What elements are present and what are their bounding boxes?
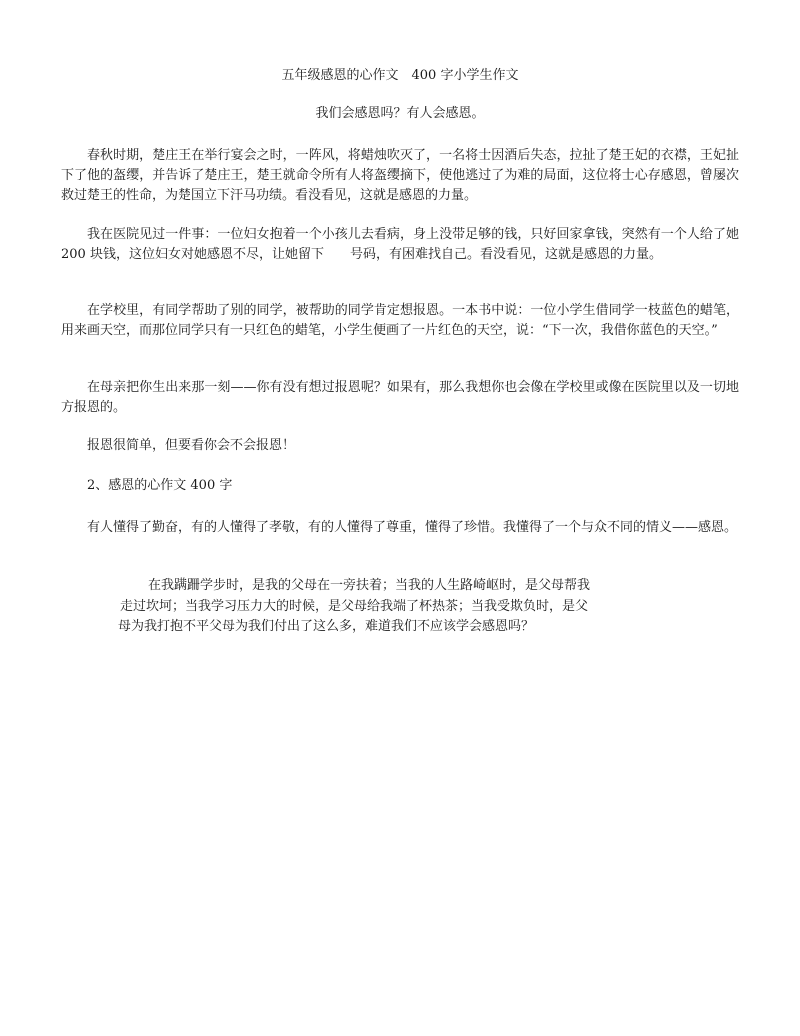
paragraph-school: 在学校里，有同学帮助了别的同学，被帮助的同学肯定想报恩。一本书中说：一位小学生借同学一枝蓝色的蜡笔，用来画天空，而那位同学只有一只红色的蜡笔，小学生便画了一片红色的天空，说：“下一次，我借你蓝色的天空。” (61, 303, 739, 338)
paragraph-simple: 报恩很简单，但要看你会不会报恩！ (87, 438, 296, 453)
document-subtitle: 我们会感恩吗？有人会感恩。 (315, 106, 485, 121)
quote-block (118, 576, 658, 638)
section-heading: 2、感恩的心作文 400 字 (87, 478, 233, 493)
paragraph-mother: 在母亲把你生出来那一刻——你有没有想过报恩呢？如果有，那么我想你也会像在学校里或像在医院里以及一切地方报恩的。 (61, 380, 739, 415)
quote-line: 在我蹒跚学步时，是我的父母在一旁扶着；当我的人生路崎岖时，是父母帮我 (148, 578, 591, 593)
quote-line: 母为我打抱不平父母为我们付出了这么多，难道我们不应该学会感恩吗？ (118, 619, 535, 634)
paragraph-chu-king: 春秋时期，楚庄王在举行宴会之时，一阵风，将蜡烛吹灭了，一名将士因酒后失态，拉扯了楚王妃的衣襟，王妃扯下了他的盔缨，并告诉了楚庄王，楚王就命令所有人将盔缨摘下，使他逃过了为难的局面，这位将士心存感恩，曾屡次救过楚王的性命，为楚国立下汗马功绩。看没看见，这就是感恩的力量。 (61, 148, 739, 203)
paragraph-gratitude: 有人懂得了勤奋，有的人懂得了孝敬，有的人懂得了尊重，懂得了珍惜。我懂得了一个与众不同的情义——感恩。 (87, 520, 738, 535)
paragraph-hospital: 我在医院见过一件事：一位妇女抱着一个小孩儿去看病，身上没带足够的钱，只好回家拿钱，突然有一个人给了她 200 块钱，这位妇女对她感恩不尽，让她留下 号码，有困难找自己。看没看见，这就是感恩的力量。 (61, 227, 739, 262)
document-title: 五年级感恩的心作文 400 字小学生作文 (281, 68, 519, 83)
quote-line: 走过坎坷；当我学习压力大的时候，是父母给我端了杯热茶；当我受欺负时，是父 (120, 598, 589, 614)
